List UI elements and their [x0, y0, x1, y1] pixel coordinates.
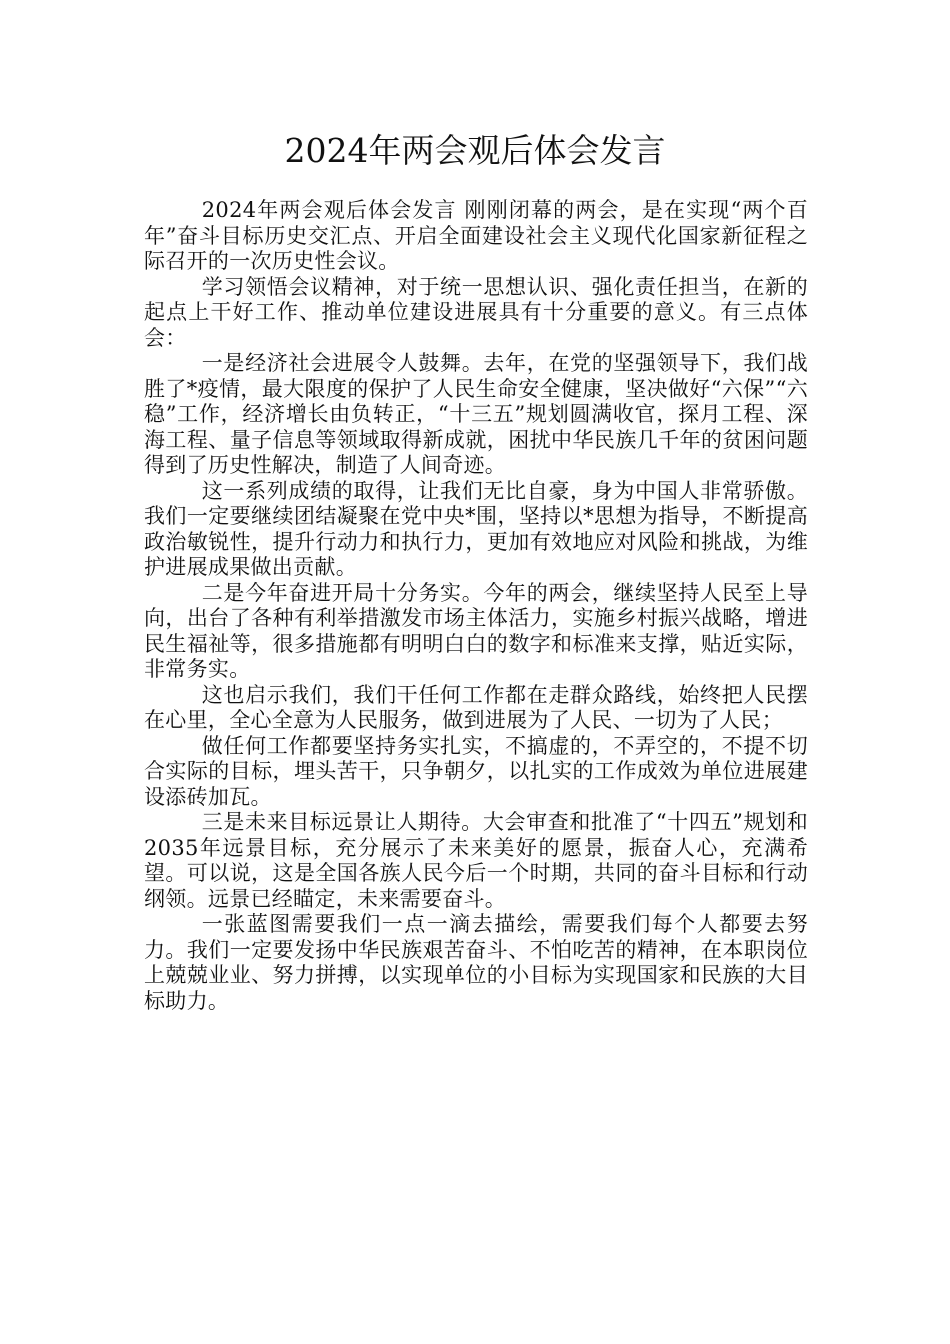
paragraph: 一张蓝图需要我们一点一滴去描绘，需要我们每个人都要去努力。我们一定要发扬中华民族艰苦奋斗、不怕吃苦的精神，在本职岗位上兢兢业业、努力拼搏，以实现单位的小目标为实现国家和民族的大目标助力。: [144, 912, 808, 1013]
paragraph: 做任何工作都要坚持务实扎实，不搞虚的，不弄空的，不提不切合实际的目标，埋头苦干，只争朝夕，以扎实的工作成效为单位进展建设添砖加瓦。: [144, 733, 808, 809]
paragraph: 二是今年奋进开局十分务实。今年的两会，继续坚持人民至上导向，出台了各种有利举措激发市场主体活力，实施乡村振兴战略，增进民生福祉等，很多措施都有明明白白的数字和标准来支撑，贴近实际，非常务实。: [144, 580, 808, 681]
paragraph: 2024年两会观后体会发言 刚刚闭幕的两会，是在实现“两个百年”奋斗目标历史交汇点、开启全面建设社会主义现代化国家新征程之际召开的一次历史性会议。: [144, 198, 808, 273]
paragraph: 这也启示我们，我们干任何工作都在走群众路线，始终把人民摆在心里，全心全意为人民服务，做到进展为了人民、一切为了人民；: [144, 682, 808, 732]
paragraph: 学习领悟会议精神，对于统一思想认识、强化责任担当，在新的起点上干好工作、推动单位建设进展具有十分重要的意义。有三点体会：: [144, 274, 808, 350]
document-title: 2024年两会观后体会发言: [284, 131, 666, 170]
paragraph: 这一系列成绩的取得，让我们无比自豪，身为中国人非常骄傲。我们一定要继续团结凝聚在党中央*围，坚持以*思想为指导，不断提高政治敏锐性，提升行动力和执行力，更加有效地应对风险和挑战，为维护进展成果做出贡献。: [144, 478, 808, 579]
paragraph: 一是经济社会进展令人鼓舞。去年，在党的坚强领导下，我们战胜了*疫情，最大限度的保护了人民生命安全健康，坚决做好“六保”“六稳”工作，经济增长由负转正，“十三五”规划圆满收官，探月工程、深海工程、量子信息等领域取得新成就，困扰中华民族几千年的贫困问题得到了历史性解决，制造了人间奇迹。: [144, 351, 808, 477]
paragraph: 三是未来目标远景让人期待。大会审查和批准了“十四五”规划和2035年远景目标，充分展示了未来美好的愿景，振奋人心，充满希望。可以说，这是全国各族人民今后一个时期，共同的奋斗目标和行动纲领。远景已经瞄定，未来需要奋斗。: [144, 810, 808, 911]
document-body: [144, 198, 808, 1014]
